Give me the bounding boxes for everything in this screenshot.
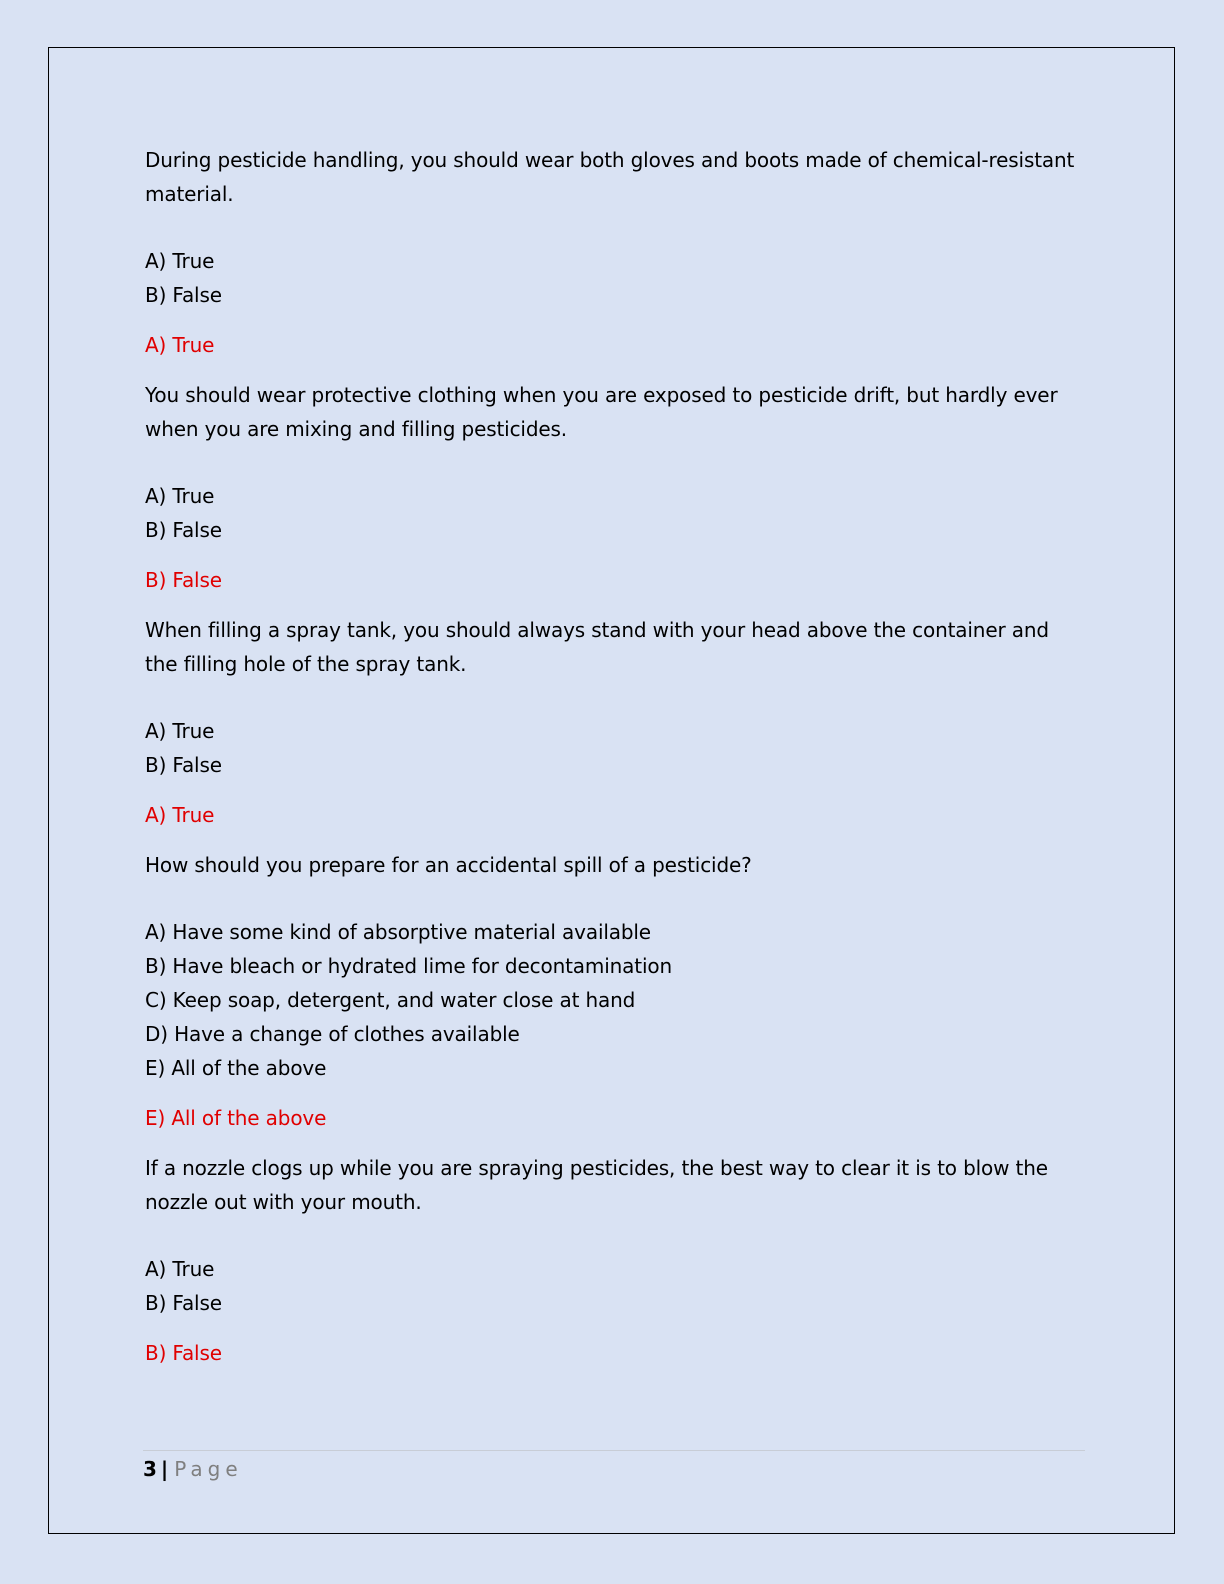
qa-block-2 [145, 378, 1085, 597]
option-item: D) Have a change of clothes available [145, 1022, 520, 1046]
options-list [145, 714, 1085, 782]
question-text: How should you prepare for an accidental spill of a pesticide? [145, 853, 752, 877]
qa-block-3 [145, 613, 1085, 832]
options-list [145, 479, 1085, 547]
qa-block-4 [145, 848, 1085, 1135]
document-body [145, 143, 1085, 1386]
page-footer [143, 1454, 243, 1484]
option-item: A) True [145, 1257, 215, 1281]
footer-separator: | [160, 1457, 169, 1481]
answer-text: B) False [145, 1341, 222, 1365]
question-text: You should wear protective clothing when you are exposed to pesticide drift, but hardly ever when you are mixing and filling pesticides. [145, 383, 1058, 441]
answer-text: A) True [145, 803, 215, 827]
option-item: C) Keep soap, detergent, and water close at hand [145, 988, 636, 1012]
question-text: If a nozzle clogs up while you are spraying pesticides, the best way to clear it is to blow the nozzle out with your mouth. [145, 1156, 1048, 1214]
options-list [145, 1252, 1085, 1320]
option-item: B) False [145, 283, 222, 307]
qa-block-1 [145, 143, 1085, 362]
page-label: Page [174, 1457, 243, 1481]
option-item: B) False [145, 518, 222, 542]
options-list [145, 915, 1085, 1085]
option-item: E) All of the above [145, 1056, 327, 1080]
options-list [145, 244, 1085, 312]
answer-text: E) All of the above [145, 1106, 327, 1130]
answer-text: B) False [145, 568, 222, 592]
option-item: A) True [145, 484, 215, 508]
option-item: A) True [145, 249, 215, 273]
option-item: A) Have some kind of absorptive material available [145, 920, 651, 944]
footer-divider [143, 1450, 1085, 1451]
page-number: 3 [143, 1457, 157, 1481]
option-item: B) Have bleach or hydrated lime for decontamination [145, 954, 672, 978]
option-item: B) False [145, 753, 222, 777]
qa-block-5 [145, 1151, 1085, 1370]
question-text: When filling a spray tank, you should always stand with your head above the container and the filling hole of the spray tank. [145, 618, 1049, 676]
question-text: During pesticide handling, you should wear both gloves and boots made of chemical-resistant material. [145, 148, 1075, 206]
answer-text: A) True [145, 333, 215, 357]
option-item: A) True [145, 719, 215, 743]
option-item: B) False [145, 1291, 222, 1315]
